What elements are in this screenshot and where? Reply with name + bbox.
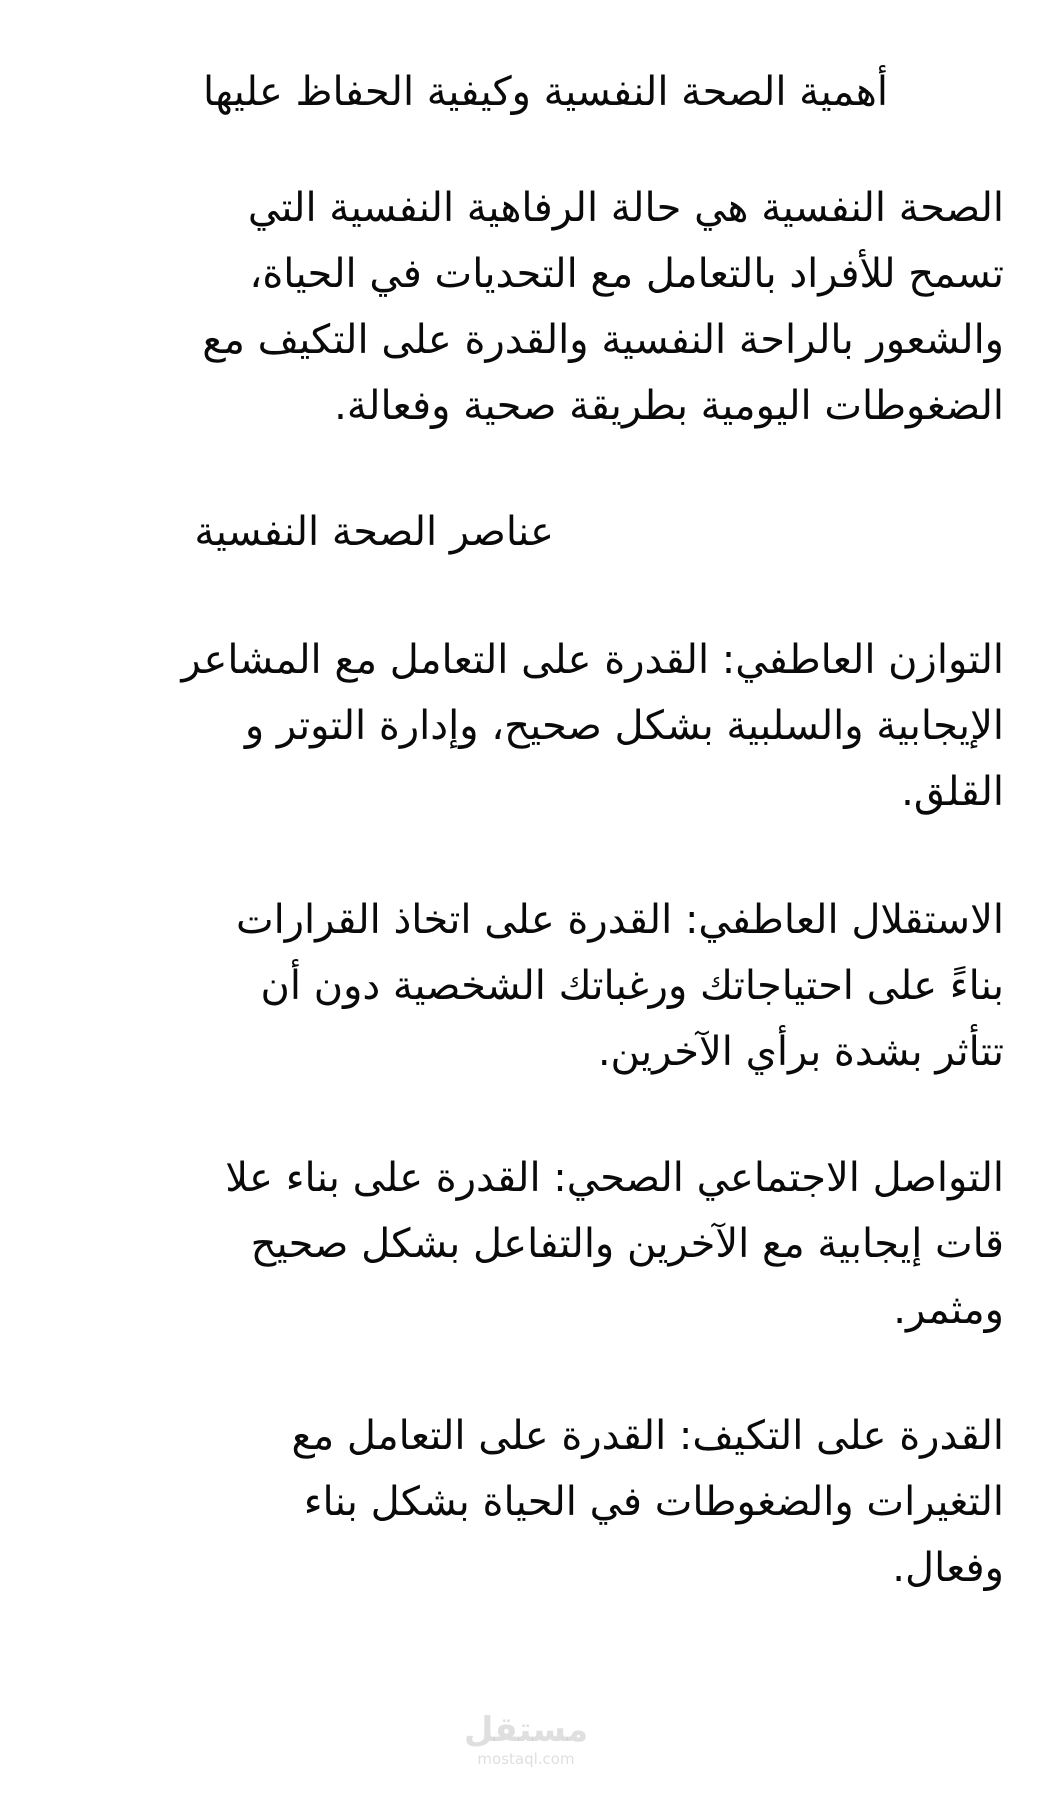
document-title: أهمية الصحة النفسية وكيفية الحفاظ عليها bbox=[203, 69, 888, 115]
watermark-logo bbox=[446, 1710, 606, 1790]
paragraph-line: الصحة النفسية هي حالة الرفاهية النفسية التي bbox=[247, 185, 1004, 231]
paragraph-line: الإيجابية والسلبية بشكل صحيح، وإدارة التوتر و bbox=[244, 703, 1004, 749]
paragraph-line: القلق. bbox=[901, 769, 1004, 815]
section-heading: عناصر الصحة النفسية bbox=[194, 509, 554, 555]
paragraph-line: التواصل الاجتماعي الصحي: القدرة على بناء علا bbox=[225, 1155, 1004, 1201]
paragraph-line: ومثمر. bbox=[893, 1287, 1004, 1333]
paragraph-line: والشعور بالراحة النفسية والقدرة على التكيف مع bbox=[202, 317, 1004, 363]
paragraph-line: تتأثر بشدة برأي الآخرين. bbox=[597, 1029, 1004, 1075]
paragraph-line: التغيرات والضغوطات في الحياة بشكل بناء bbox=[303, 1479, 1004, 1525]
paragraph-line: الضغوطات اليومية بطريقة صحية وفعالة. bbox=[334, 383, 1004, 429]
paragraph-line: التوازن العاطفي: القدرة على التعامل مع المشاعر bbox=[181, 637, 1004, 683]
paragraph-line: بناءً على احتياجاتك ورغباتك الشخصية دون أن bbox=[260, 963, 1004, 1009]
watermark-url: mostaql.com bbox=[477, 1750, 575, 1768]
paragraph-line: القدرة على التكيف: القدرة على التعامل مع bbox=[291, 1413, 1004, 1459]
paragraph-line: قات إيجابية مع الآخرين والتفاعل بشكل صحيح bbox=[250, 1221, 1004, 1267]
paragraph-line: وفعال. bbox=[892, 1545, 1004, 1591]
watermark-logo-text: مستقل bbox=[463, 1710, 589, 1750]
paragraph-line: الاستقلال العاطفي: القدرة على اتخاذ القرارات bbox=[235, 897, 1004, 943]
paragraph-line: تسمح للأفراد بالتعامل مع التحديات في الحياة، bbox=[249, 251, 1004, 297]
